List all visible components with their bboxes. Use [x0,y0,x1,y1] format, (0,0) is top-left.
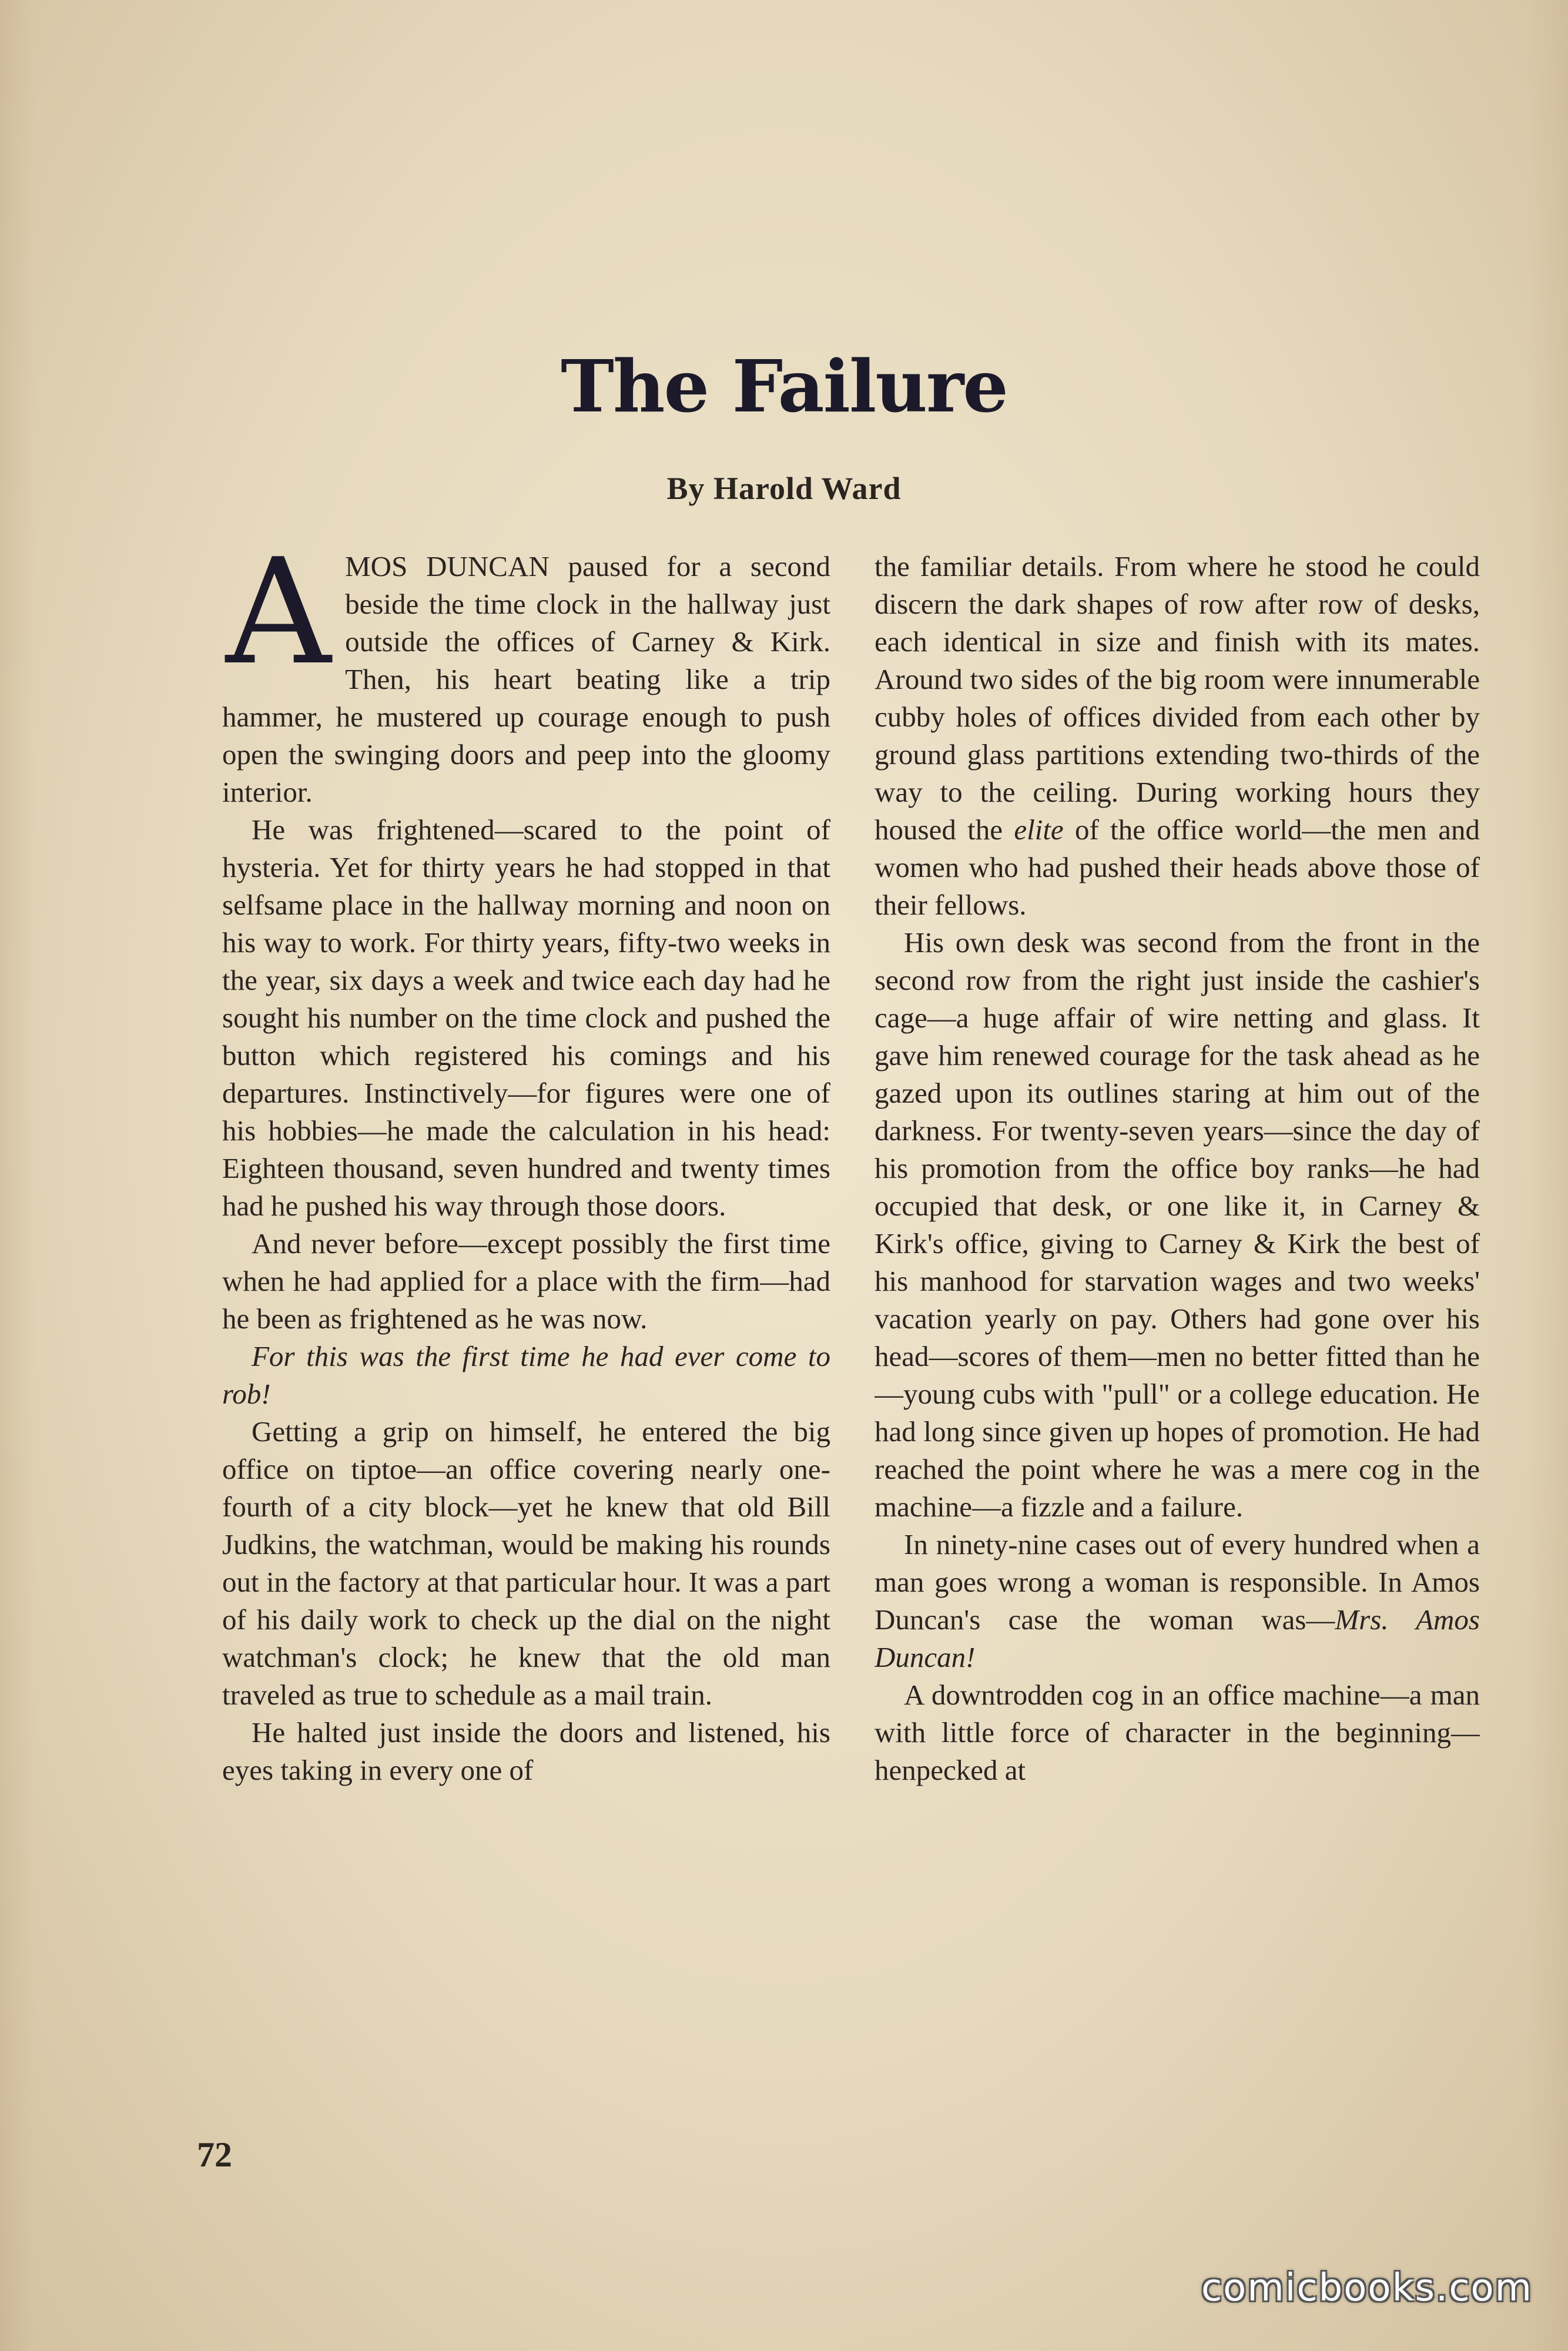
paragraph-text: of the office world—the men and women who had pushed their heads above those of their fellows. [875,813,1480,921]
emphasis-text: Mrs. Amos Duncan! [875,1603,1480,1673]
paragraph-emphasis: For this was the first time he had ever come to rob! [222,1340,830,1410]
story-title: The Failure [561,344,1007,428]
paragraph [875,1526,1480,1676]
paragraph [875,548,1480,924]
paragraph-text: MOS DUNCAN paused for a second beside the time clock in the hallway just outside the offices of Carney & Kirk. Then, his heart beating like a trip hammer, he mustered up courage enough to push open the swinging doors and peep into the gloomy interior. [222,550,830,808]
paragraph: A downtrodden cog in an office machine—a man with little force of character in the beginning—henpecked at [875,1679,1480,1786]
text-column-left [222,548,830,2146]
drop-cap: A [226,548,331,697]
paragraph: He halted just inside the doors and listened, his eyes taking in every one of [222,1716,830,1786]
paragraph-text: the familiar details. From where he stood he could discern the dark shapes of row after row of desks, each identical in size and finish with its mates. Around two sides of the big room were innumerable cubby holes of offices divided from each other by ground glass partitions extending two-thirds of the way to the ceiling. During working hours they housed the [875,550,1480,846]
paragraph: And never before—except possibly the first time when he had applied for a place with the firm—had he been as frightened as he was now. [222,1227,830,1335]
site-watermark: comicbooks.com [1201,2266,1533,2310]
paragraph [222,548,830,811]
paragraph: He was frightened—scared to the point of hysteria. Yet for thirty years he had stopped in that selfsame place in the hallway morning and noon on his way to work. For thirty years, fifty-two weeks in the year, six days a week and twice each day had he sought his number on the time clock and pushed the button which registered his comings and his departures. Instinctively—for figures were one of his hobbies—he made the calculation in his head: Eighteen thousand, seven hundred and twenty times had he pushed his way through those doors. [222,813,830,1222]
paragraph: Getting a grip on himself, he entered the big office on tiptoe—an office covering nearly one-fourth of a city block—yet he knew that old Bill Judkins, the watchman, would be making his rounds out in the factory at that particular hour. It was a part of his daily work to check up the dial on the night watchman's clock; he knew that the old man traveled as true to schedule as a mail train. [222,1415,830,1711]
text-column-right [875,548,1480,2146]
story-byline: By Harold Ward [666,471,902,506]
paragraph: His own desk was second from the front in the second row from the right just inside the cashier's cage—a huge affair of wire netting and glass. It gave him renewed courage for the task ahead as he gazed upon its outlines staring at him out of the darkness. For twenty-seven years—since the day of his promotion from the office boy ranks—he had occupied that desk, or one like it, in Carney & Kirk's office, giving to Carney & Kirk the best of his manhood for starvation wages and two weeks' vacation yearly on pay. Others had gone over his head—scores of them—men no better fitted than he—young cubs with "pull" or a college education. He had long since given up hopes of promotion. He had reached the point where he was a mere cog in the machine—a fizzle and a failure. [875,926,1480,1523]
page-number: 72 [197,2135,232,2174]
emphasis-text: elite [1014,813,1064,846]
paragraph-text: In ninety-nine cases out of every hundred when a man goes wrong a woman is responsible. In Amos Duncan's case the woman was— [875,1528,1480,1636]
